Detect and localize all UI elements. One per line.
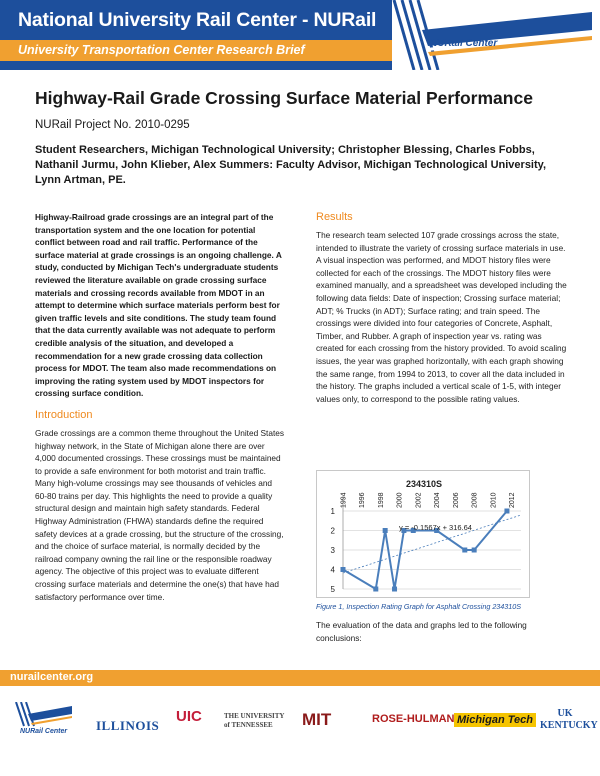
logo-nurail-center: NURail Center [20, 728, 68, 735]
header-logo-area [392, 0, 600, 70]
data-point [383, 528, 388, 533]
data-point [373, 587, 378, 592]
results-heading: Results [316, 211, 353, 223]
chart-frame [316, 470, 530, 598]
x-tick-label: 2012 [509, 492, 517, 508]
abstract-paragraph: Highway-Railroad grade crossings are an integral part of the transportation system and the one location for potential conflict between road and rail traffic. Performance of the surface material at grade crossings is an ongoing challenge. A study, conducted by Michigan Tech's undergraduate students reviewed the literature available on grade crossing surface materials and crossing records available from MDOT in an attempt to determine which surface materials perform best for given traffic levels and site conditions. The study team found that the data currently available was not adequate to perform credible analysis of the situation, and developed a recommendation for a new grade crossing data collection process for MDOT. The team also made recommendations on improving the rating system used by MDOT inspectors for crossing surface condition. [35, 212, 282, 399]
x-tick-label: 2000 [396, 492, 404, 508]
chart-y-ticks [331, 507, 336, 594]
data-point [504, 509, 509, 514]
results-paragraph: The research team selected 107 grade crossings across the state, intended to illustrate the variety of crossing surface materials in use. A visual inspection was performed, and MDOT history files were collected for each of the crossings. The MDOT history files were examined manually, and a spreadsheet was developed including the following data fields: Date of inspection; Crossing surface material; ADT; % Trucks (in ADT); Surface rating; and train speed. The crossings were divided into four categories of Concrete, Asphalt, Timber, and Rubber. A graph of inspection year vs. rating was created for each crossing from the history provided. To avoid scaling issues, the year was graphed horizontally, with each graph showing the same range, from 1994 to 2013, to cover all the data included in the history. The graphs included a vertical scale of 1-5, with integer values only, to correspond to the possible rating values. [316, 230, 567, 404]
author-list: Student Researchers, Michigan Technological University; Christopher Blessing, Charles Fobbs, Nathanil Jurmu, John Klieber, Alex Summers: Faculty Advisor, Michigan Technological University, Lynn Artman, PE. [35, 144, 547, 186]
right-column [316, 211, 568, 405]
chart-x-ticks [341, 492, 517, 508]
introduction-paragraph: Grade crossings are a common theme throughout the United States highway network, in the State of Michigan alone there are over 4,000 documented crossings. These crossings must be maintained to provide a safe environment for both motorist and train traffic. Many high-volume crossings may see thousands of vehicles and 60-80 trains per day. This highlights the need to provide a quality structural design and maintain high safety standards. Federal Highway Administration (FHWA) standards define the required safety devices at a grade crossing, but the structure of the crossing, and the choice of surface material, is normally decided by the railroad company owning the rail line or the responsible roadway agency. The objective of this project was to evaluate different crossing surface materials and determine the one(s) that have had satisfactory performance over time. [35, 427, 285, 602]
y-tick-label: 1 [330, 507, 335, 516]
logo-michigan-tech: Michigan Tech [454, 713, 536, 727]
header-stripes-graphic [392, 0, 600, 70]
x-tick-label: 2010 [490, 492, 498, 508]
chart-svg [317, 471, 531, 599]
project-number: NURail Project No. 2010-0295 [35, 119, 190, 131]
introduction-heading: Introduction [35, 408, 93, 421]
chart-title: 234310S [405, 479, 443, 489]
logo-rose-hulman: ROSE-HULMAN [372, 713, 455, 725]
partner-logos [0, 688, 600, 776]
data-point [472, 548, 477, 553]
x-tick-label: 1996 [359, 492, 367, 508]
logo-illinois: ILLINOIS [96, 718, 160, 733]
document-title: Highway-Rail Grade Crossing Surface Material Performance [35, 88, 533, 108]
header-banner [0, 0, 600, 70]
left-column [35, 211, 285, 603]
x-tick-label: 1994 [340, 492, 348, 508]
logo-kentucky: UK KENTUCKY [540, 708, 598, 731]
x-tick-label: 2008 [471, 492, 479, 508]
figure-caption: Figure 1, Inspection Rating Graph for Asphalt Crossing 234310S [316, 602, 522, 611]
header-logo-text: NURail Center [430, 38, 498, 49]
y-tick-label: 3 [330, 546, 335, 555]
header-subtitle: University Transportation Center Research Brief [18, 43, 305, 57]
rating-chart [316, 470, 562, 598]
conclusion-lead-in: The evaluation of the data and graphs led to the following conclusions: [316, 620, 527, 643]
x-tick-label: 2002 [415, 492, 423, 508]
data-point [392, 587, 397, 592]
x-tick-label: 2004 [434, 492, 442, 508]
data-point [462, 548, 467, 553]
logo-uic: UIC [176, 708, 202, 725]
chart-gridlines [343, 497, 521, 589]
y-tick-label: 4 [330, 565, 335, 575]
x-tick-label: 1998 [377, 492, 385, 508]
x-tick-label: 2006 [452, 492, 460, 508]
footer-url-link[interactable]: nurailcenter.org [10, 671, 94, 683]
header-title: National University Rail Center - NURail [18, 9, 377, 31]
trendline-label: y = -0.1567x + 316.64 [399, 523, 472, 532]
data-point [341, 567, 346, 572]
y-tick-label: 5 [330, 585, 335, 594]
logo-tennessee: THE UNIVERSITY of TENNESSEE [224, 712, 285, 729]
y-tick-label: 2 [330, 526, 335, 536]
logo-mit: MIT [302, 710, 332, 729]
